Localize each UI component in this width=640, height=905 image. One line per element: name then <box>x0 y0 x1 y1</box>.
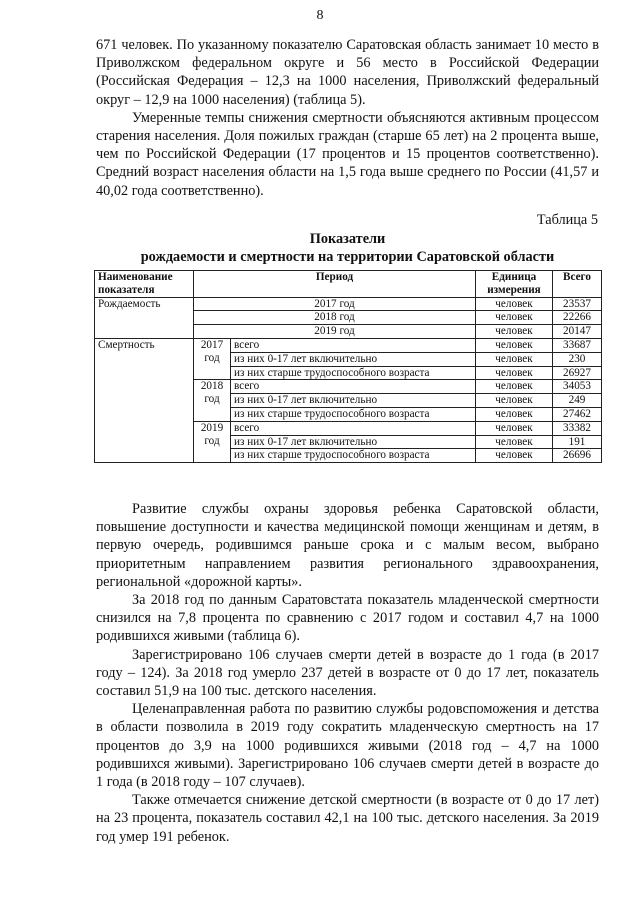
sub-cell: всего <box>231 380 476 394</box>
intro-text <box>96 36 599 200</box>
table-title-line-1: Показатели <box>309 231 386 247</box>
paragraph-4: За 2018 год по данным Саратовстата показатель младенческой смертности снизился на 7,8 процента по сравнению с 2017 годом и составил 4,7 на 1000 родившихся живыми (таблица 6). <box>96 592 599 645</box>
sub-cell: из них 0-17 лет включительно <box>231 435 476 449</box>
body-text <box>96 500 599 846</box>
period-cell: 2017 год <box>194 297 476 311</box>
total-cell: 22266 <box>553 311 602 325</box>
total-cell: 26927 <box>553 366 602 380</box>
unit-cell: человек <box>476 325 553 339</box>
row-name-birth: Рождаемость <box>95 297 194 338</box>
header-unit: Единица измерения <box>476 271 553 298</box>
total-cell: 20147 <box>553 325 602 339</box>
unit-cell: человек <box>476 366 553 380</box>
table-row <box>95 297 602 311</box>
unit-cell: человек <box>476 338 553 352</box>
unit-cell: человек <box>476 421 553 435</box>
paragraph-6: Целенаправленная работа по развитию службы родовспоможения и детства в области позволила в 2019 году сократить младенческую смертность на 17 процентов до 3,9 на 1000 родившихся живыми (2018 год – 4,7 на 1000 родившихся живыми). Зарегистрировано 106 случаев смерти детей в возрасте до 1 года (в 2018 году – 107 случаев). <box>96 701 599 791</box>
total-cell: 230 <box>553 352 602 366</box>
paragraph-5: Зарегистрировано 106 случаев смерти детей в возрасте до 1 года (в 2017 году – 124). За 2018 год умерло 237 детей в возрасте от 0 до 17 лет, показатель составил 51,9 на 100 тыс. детского населения. <box>96 646 599 700</box>
total-cell: 249 <box>553 394 602 408</box>
unit-cell: человек <box>476 449 553 463</box>
total-cell: 33687 <box>553 338 602 352</box>
paragraph-1: 671 человек. По указанному показателю Саратовская область занимает 10 место в Приволжском федеральном округе и 56 место в Российской Федерации (Российская Федерация – 12,3 на 1000 населения, Приволжский федеральный округ – 12,9 на 1000 населения) (таблица 5). <box>96 37 599 108</box>
period-cell: 2019 год <box>194 325 476 339</box>
unit-cell: человек <box>476 407 553 421</box>
total-cell: 33382 <box>553 421 602 435</box>
sub-cell: из них старше трудоспособного возраста <box>231 407 476 421</box>
sub-cell: всего <box>231 338 476 352</box>
header-period: Период <box>194 271 476 298</box>
sub-cell: всего <box>231 421 476 435</box>
statistics-table <box>94 270 602 463</box>
year-cell: 2019 год <box>194 421 231 462</box>
sub-cell: из них 0-17 лет включительно <box>231 394 476 408</box>
row-name-mortality: Смертность <box>95 338 194 462</box>
year-cell: 2018 год <box>194 380 231 421</box>
header-name: Наименование показателя <box>95 271 194 298</box>
sub-cell: из них старше трудоспособного возраста <box>231 449 476 463</box>
paragraph-3: Развитие службы охраны здоровья ребенка Саратовской области, повышение доступности и качества медицинской помощи женщинам и детям, в первую очередь, родившимся раньше срока и с малым весом, выбрано приоритетным направлением развития регионального здравоохранения, региональной «дорожной карты». <box>96 501 599 590</box>
table-row <box>95 338 602 352</box>
unit-cell: человек <box>476 380 553 394</box>
sub-cell: из них старше трудоспособного возраста <box>231 366 476 380</box>
total-cell: 26696 <box>553 449 602 463</box>
total-cell: 34053 <box>553 380 602 394</box>
header-total: Всего <box>553 271 602 298</box>
year-cell: 2017 год <box>194 338 231 379</box>
total-cell: 23537 <box>553 297 602 311</box>
table-title <box>96 230 599 266</box>
unit-cell: человек <box>476 435 553 449</box>
total-cell: 191 <box>553 435 602 449</box>
paragraph-7: Также отмечается снижение детской смертности (в возрасте от 0 до 17 лет) на 23 процента, показатель составил 42,1 на 100 тыс. детского населения. За 2019 год умер 191 ребенок. <box>96 792 599 845</box>
sub-cell: из них 0-17 лет включительно <box>231 352 476 366</box>
unit-cell: человек <box>476 297 553 311</box>
table-title-line-2: рождаемости и смертности на территории Саратовской области <box>140 249 555 265</box>
unit-cell: человек <box>476 352 553 366</box>
period-cell: 2018 год <box>194 311 476 325</box>
paragraph-2: Умеренные темпы снижения смертности объясняются активным процессом старения населения. Доля пожилых граждан (старше 65 лет) на 2 процента выше, чем по Российской Федерации (17 процентов и 15 процентов соответственно). Средний возраст населения области на 1,5 года выше среднего по России (41,57 и 40,02 года соответственно). <box>96 109 599 199</box>
unit-cell: человек <box>476 394 553 408</box>
table-header-row <box>95 271 602 298</box>
table-label: Таблица 5 <box>536 212 598 228</box>
page-number: 8 <box>316 8 324 23</box>
unit-cell: человек <box>476 311 553 325</box>
total-cell: 27462 <box>553 407 602 421</box>
